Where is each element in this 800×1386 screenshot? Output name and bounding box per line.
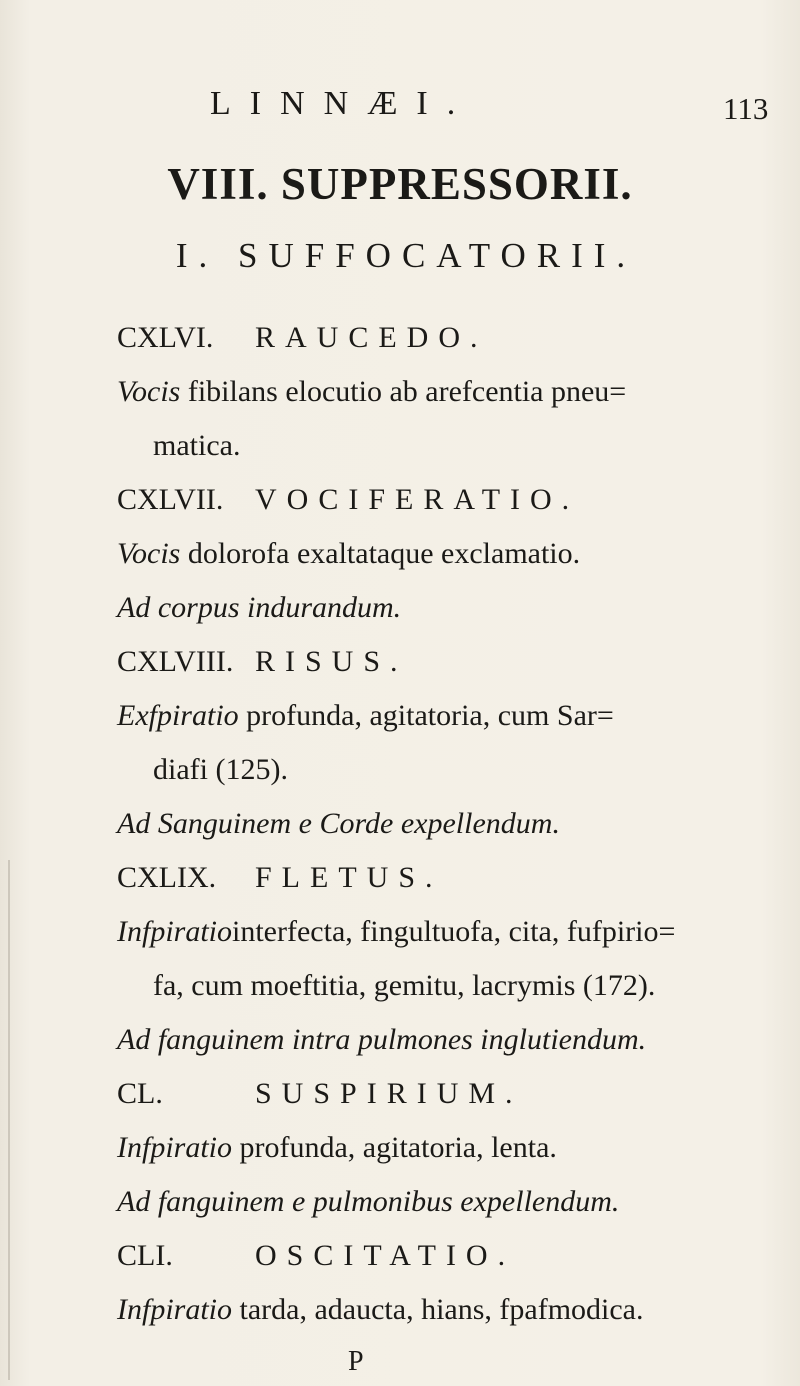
entry-number: CLI. — [117, 1239, 173, 1272]
entries-list — [117, 311, 767, 1337]
italic-phrase: Vocis — [117, 537, 181, 570]
entry-text-line — [117, 1121, 767, 1175]
running-head — [0, 85, 800, 135]
plain-text: profunda, agitatoria, lenta. — [232, 1131, 557, 1164]
italic-phrase: Infpiratio — [117, 915, 233, 948]
italic-phrase: Vocis — [117, 375, 181, 408]
plain-text: fibilans elocutio ab arefcentia pneu= — [180, 375, 627, 408]
plain-text: dolorofa exaltataque exclamatio. — [180, 537, 581, 570]
entry-name: OSCITATIO. — [255, 1239, 516, 1272]
page-edge-shadow — [8, 860, 10, 1380]
entry-heading — [117, 1229, 767, 1283]
italic-phrase: Infpiratio — [117, 1293, 233, 1326]
running-title: LINNÆI. — [210, 85, 475, 122]
entry-number: CXLVII. — [117, 483, 224, 516]
entry-number: CXLVI. — [117, 321, 214, 354]
page-number: 113 — [723, 91, 769, 126]
entry-text-line — [117, 689, 767, 743]
italic-phrase: Ad fanguinem intra pulmones inglutiendum. — [117, 1023, 647, 1056]
italic-phrase: Ad Sanguinem e Corde expellendum. — [117, 807, 560, 840]
entry-number: CXLVIII. — [117, 645, 234, 678]
entry-number: CL. — [117, 1077, 163, 1110]
italic-phrase: Infpiratio — [117, 1131, 233, 1164]
italic-phrase: Ad fanguinem e pulmonibus expellendum. — [117, 1185, 620, 1218]
plain-text: fa, cum moeftitia, gemitu, lacrymis (172). — [153, 969, 656, 1002]
entry-name: VOCIFERATIO. — [255, 483, 580, 516]
entry-text-line — [117, 419, 767, 473]
entry-text-line — [117, 905, 767, 959]
entry-heading — [117, 1067, 767, 1121]
entry-text-line — [117, 959, 767, 1013]
italic-phrase: Exfpiratio — [117, 699, 239, 732]
entry-heading — [117, 635, 767, 689]
entry-text-line — [117, 527, 767, 581]
entry-text-line — [117, 1175, 767, 1229]
plain-text: diafi (125). — [153, 753, 288, 786]
section-title: VIII. SUPPRESSORII. — [167, 159, 633, 209]
entry-text-line — [117, 743, 767, 797]
entry-text-line — [117, 1013, 767, 1067]
entry-number: CXLIX. — [117, 861, 217, 894]
subsection-title: I. SUFFOCATORII. — [175, 236, 637, 275]
plain-text: tarda, adaucta, hians, fpafmodica. — [232, 1293, 644, 1326]
italic-phrase: Ad corpus indurandum. — [117, 591, 402, 624]
entry-heading — [117, 473, 767, 527]
entry-name: RISUS. — [255, 645, 408, 678]
entry-text-line — [117, 365, 767, 419]
entry-name: RAUCEDO. — [255, 321, 488, 354]
plain-text: interfecta, fingultuofa, cita, fufpirio= — [232, 915, 676, 948]
plain-text: profunda, agitatoria, cum Sar= — [238, 699, 614, 732]
plain-text: matica. — [153, 429, 241, 462]
entry-text-line — [117, 1283, 767, 1337]
entry-name: FLETUS. — [255, 861, 443, 894]
entry-name: SUSPIRIUM. — [255, 1077, 523, 1110]
entry-heading — [117, 851, 767, 905]
entry-text-line — [117, 581, 767, 635]
entry-heading — [117, 311, 767, 365]
entry-text-line — [117, 797, 767, 851]
catchword: P — [348, 1346, 364, 1377]
